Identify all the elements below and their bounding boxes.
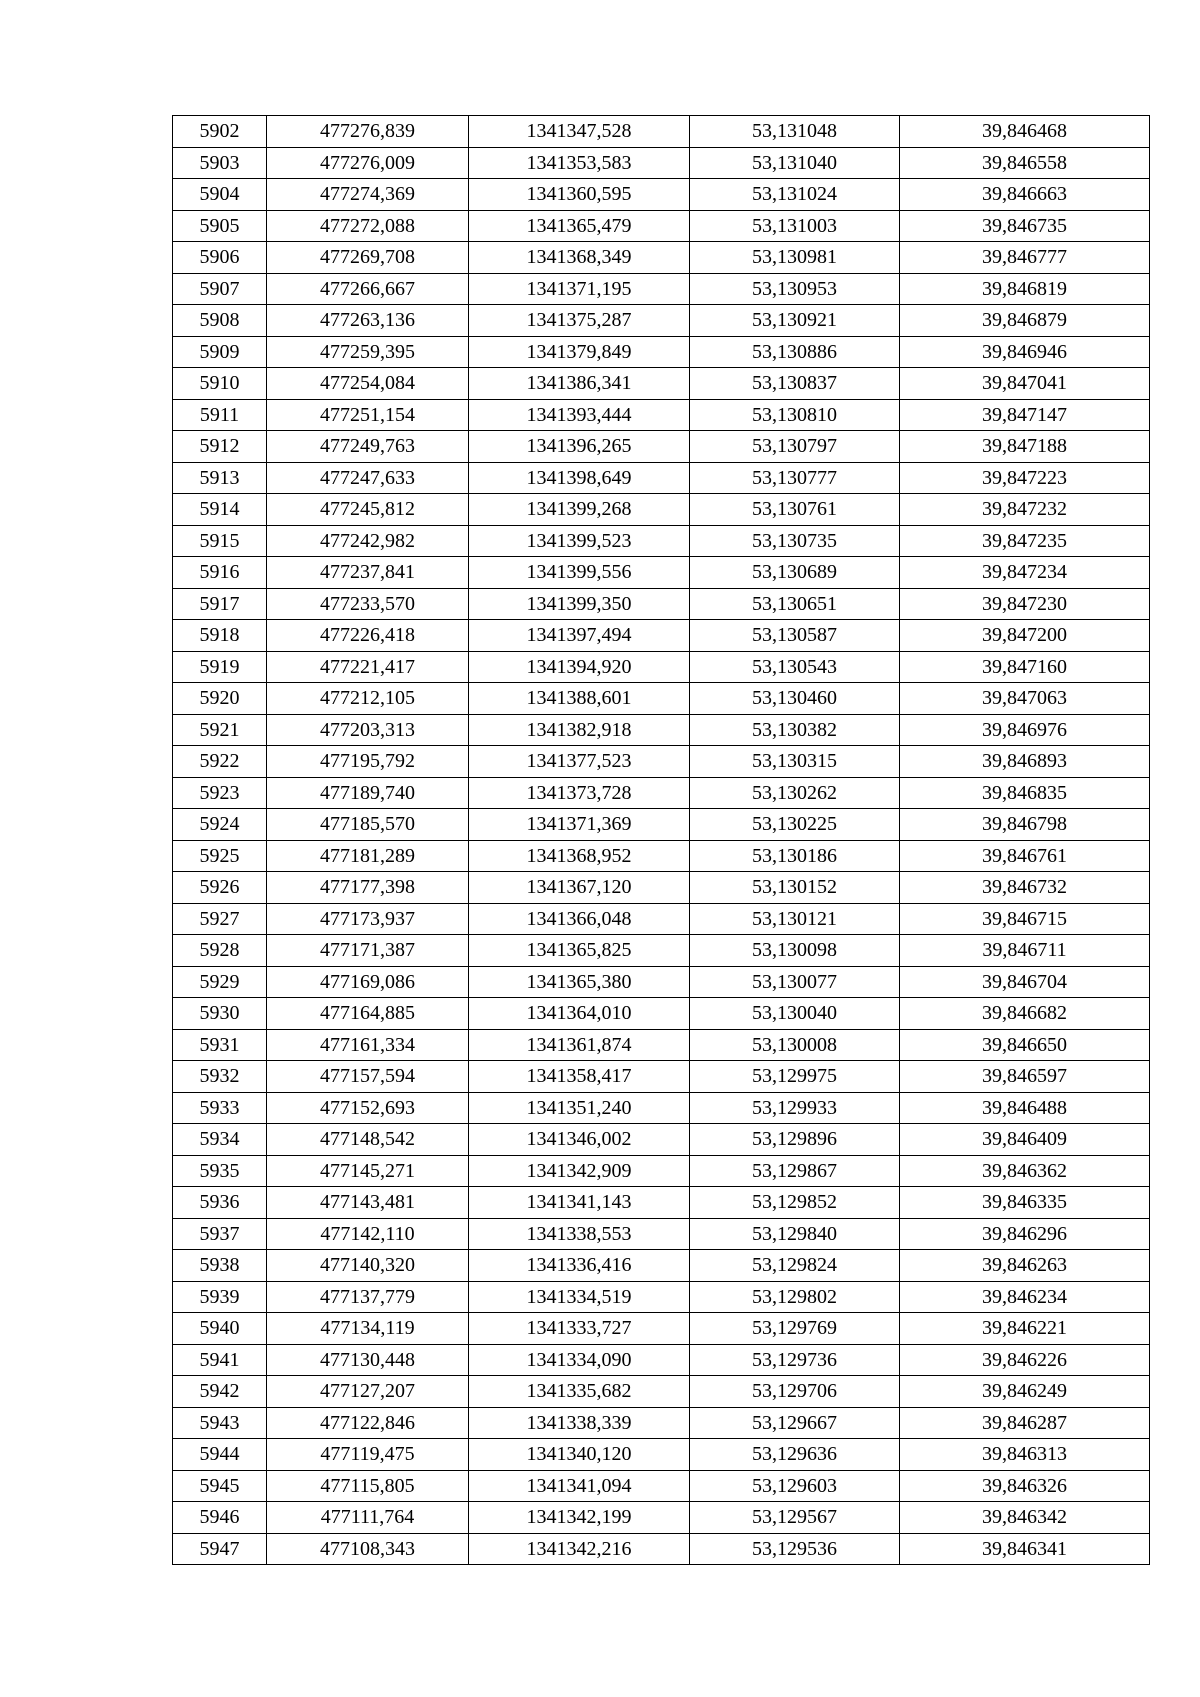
point-number-cell: 5925 (173, 840, 267, 872)
y-coordinate-cell: 1341365,380 (469, 966, 690, 998)
y-coordinate-cell: 1341365,479 (469, 210, 690, 242)
y-coordinate-cell: 1341347,528 (469, 116, 690, 148)
table-row (173, 1218, 1150, 1250)
latitude-cell: 53,130098 (690, 935, 900, 967)
latitude-cell: 53,129636 (690, 1439, 900, 1471)
longitude-cell: 39,846221 (900, 1313, 1150, 1345)
longitude-cell: 39,847200 (900, 620, 1150, 652)
point-number-cell: 5910 (173, 368, 267, 400)
point-number-cell: 5912 (173, 431, 267, 463)
x-coordinate-cell: 477185,570 (267, 809, 469, 841)
point-number-cell: 5919 (173, 651, 267, 683)
longitude-cell: 39,846263 (900, 1250, 1150, 1282)
table-row (173, 1061, 1150, 1093)
y-coordinate-cell: 1341338,553 (469, 1218, 690, 1250)
y-coordinate-cell: 1341379,849 (469, 336, 690, 368)
y-coordinate-cell: 1341334,519 (469, 1281, 690, 1313)
latitude-cell: 53,129975 (690, 1061, 900, 1093)
table-row (173, 210, 1150, 242)
point-number-cell: 5902 (173, 116, 267, 148)
point-number-cell: 5916 (173, 557, 267, 589)
point-number-cell: 5917 (173, 588, 267, 620)
y-coordinate-cell: 1341342,199 (469, 1502, 690, 1534)
x-coordinate-cell: 477161,334 (267, 1029, 469, 1061)
point-number-cell: 5939 (173, 1281, 267, 1313)
table-row (173, 557, 1150, 589)
y-coordinate-cell: 1341351,240 (469, 1092, 690, 1124)
x-coordinate-cell: 477276,009 (267, 147, 469, 179)
coordinates-table-body (173, 116, 1150, 1565)
x-coordinate-cell: 477181,289 (267, 840, 469, 872)
point-number-cell: 5947 (173, 1533, 267, 1565)
longitude-cell: 39,847234 (900, 557, 1150, 589)
longitude-cell: 39,846715 (900, 903, 1150, 935)
longitude-cell: 39,846711 (900, 935, 1150, 967)
latitude-cell: 53,129769 (690, 1313, 900, 1345)
x-coordinate-cell: 477140,320 (267, 1250, 469, 1282)
table-row (173, 431, 1150, 463)
latitude-cell: 53,130921 (690, 305, 900, 337)
point-number-cell: 5904 (173, 179, 267, 211)
point-number-cell: 5923 (173, 777, 267, 809)
x-coordinate-cell: 477145,271 (267, 1155, 469, 1187)
longitude-cell: 39,846893 (900, 746, 1150, 778)
x-coordinate-cell: 477137,779 (267, 1281, 469, 1313)
point-number-cell: 5920 (173, 683, 267, 715)
table-row (173, 368, 1150, 400)
y-coordinate-cell: 1341336,416 (469, 1250, 690, 1282)
x-coordinate-cell: 477111,764 (267, 1502, 469, 1534)
x-coordinate-cell: 477127,207 (267, 1376, 469, 1408)
y-coordinate-cell: 1341335,682 (469, 1376, 690, 1408)
point-number-cell: 5921 (173, 714, 267, 746)
table-row (173, 1313, 1150, 1345)
x-coordinate-cell: 477157,594 (267, 1061, 469, 1093)
longitude-cell: 39,846798 (900, 809, 1150, 841)
latitude-cell: 53,129824 (690, 1250, 900, 1282)
point-number-cell: 5931 (173, 1029, 267, 1061)
latitude-cell: 53,130121 (690, 903, 900, 935)
y-coordinate-cell: 1341371,195 (469, 273, 690, 305)
x-coordinate-cell: 477221,417 (267, 651, 469, 683)
point-number-cell: 5929 (173, 966, 267, 998)
point-number-cell: 5924 (173, 809, 267, 841)
point-number-cell: 5937 (173, 1218, 267, 1250)
table-row (173, 494, 1150, 526)
y-coordinate-cell: 1341393,444 (469, 399, 690, 431)
table-row (173, 872, 1150, 904)
y-coordinate-cell: 1341361,874 (469, 1029, 690, 1061)
x-coordinate-cell: 477226,418 (267, 620, 469, 652)
point-number-cell: 5946 (173, 1502, 267, 1534)
latitude-cell: 53,131024 (690, 179, 900, 211)
point-number-cell: 5908 (173, 305, 267, 337)
longitude-cell: 39,847223 (900, 462, 1150, 494)
x-coordinate-cell: 477130,448 (267, 1344, 469, 1376)
latitude-cell: 53,129567 (690, 1502, 900, 1534)
table-row (173, 998, 1150, 1030)
latitude-cell: 53,130810 (690, 399, 900, 431)
longitude-cell: 39,846468 (900, 116, 1150, 148)
table-row (173, 305, 1150, 337)
point-number-cell: 5914 (173, 494, 267, 526)
y-coordinate-cell: 1341338,339 (469, 1407, 690, 1439)
longitude-cell: 39,847235 (900, 525, 1150, 557)
table-row (173, 1281, 1150, 1313)
point-number-cell: 5909 (173, 336, 267, 368)
latitude-cell: 53,130761 (690, 494, 900, 526)
x-coordinate-cell: 477269,708 (267, 242, 469, 274)
latitude-cell: 53,130008 (690, 1029, 900, 1061)
point-number-cell: 5935 (173, 1155, 267, 1187)
y-coordinate-cell: 1341398,649 (469, 462, 690, 494)
point-number-cell: 5943 (173, 1407, 267, 1439)
latitude-cell: 53,130587 (690, 620, 900, 652)
longitude-cell: 39,846326 (900, 1470, 1150, 1502)
table-row (173, 336, 1150, 368)
y-coordinate-cell: 1341371,369 (469, 809, 690, 841)
point-number-cell: 5930 (173, 998, 267, 1030)
table-row (173, 116, 1150, 148)
y-coordinate-cell: 1341367,120 (469, 872, 690, 904)
latitude-cell: 53,130152 (690, 872, 900, 904)
y-coordinate-cell: 1341341,094 (469, 1470, 690, 1502)
latitude-cell: 53,129667 (690, 1407, 900, 1439)
y-coordinate-cell: 1341397,494 (469, 620, 690, 652)
longitude-cell: 39,846313 (900, 1439, 1150, 1471)
point-number-cell: 5938 (173, 1250, 267, 1282)
x-coordinate-cell: 477108,343 (267, 1533, 469, 1565)
x-coordinate-cell: 477254,084 (267, 368, 469, 400)
y-coordinate-cell: 1341368,952 (469, 840, 690, 872)
longitude-cell: 39,846704 (900, 966, 1150, 998)
x-coordinate-cell: 477189,740 (267, 777, 469, 809)
table-row (173, 462, 1150, 494)
table-row (173, 683, 1150, 715)
table-row (173, 966, 1150, 998)
x-coordinate-cell: 477251,154 (267, 399, 469, 431)
table-row (173, 399, 1150, 431)
x-coordinate-cell: 477143,481 (267, 1187, 469, 1219)
latitude-cell: 53,129852 (690, 1187, 900, 1219)
x-coordinate-cell: 477266,667 (267, 273, 469, 305)
point-number-cell: 5928 (173, 935, 267, 967)
table-row (173, 1344, 1150, 1376)
y-coordinate-cell: 1341399,350 (469, 588, 690, 620)
y-coordinate-cell: 1341358,417 (469, 1061, 690, 1093)
longitude-cell: 39,846777 (900, 242, 1150, 274)
point-number-cell: 5940 (173, 1313, 267, 1345)
longitude-cell: 39,846249 (900, 1376, 1150, 1408)
x-coordinate-cell: 477259,395 (267, 336, 469, 368)
longitude-cell: 39,847188 (900, 431, 1150, 463)
y-coordinate-cell: 1341346,002 (469, 1124, 690, 1156)
longitude-cell: 39,846650 (900, 1029, 1150, 1061)
longitude-cell: 39,846226 (900, 1344, 1150, 1376)
latitude-cell: 53,131040 (690, 147, 900, 179)
latitude-cell: 53,130315 (690, 746, 900, 778)
x-coordinate-cell: 477203,313 (267, 714, 469, 746)
table-row (173, 1407, 1150, 1439)
longitude-cell: 39,847147 (900, 399, 1150, 431)
y-coordinate-cell: 1341341,143 (469, 1187, 690, 1219)
x-coordinate-cell: 477245,812 (267, 494, 469, 526)
y-coordinate-cell: 1341360,595 (469, 179, 690, 211)
table-row (173, 840, 1150, 872)
y-coordinate-cell: 1341333,727 (469, 1313, 690, 1345)
point-number-cell: 5922 (173, 746, 267, 778)
latitude-cell: 53,130981 (690, 242, 900, 274)
point-number-cell: 5903 (173, 147, 267, 179)
point-number-cell: 5927 (173, 903, 267, 935)
point-number-cell: 5906 (173, 242, 267, 274)
x-coordinate-cell: 477169,086 (267, 966, 469, 998)
y-coordinate-cell: 1341396,265 (469, 431, 690, 463)
latitude-cell: 53,129840 (690, 1218, 900, 1250)
longitude-cell: 39,846558 (900, 147, 1150, 179)
table-row (173, 179, 1150, 211)
point-number-cell: 5936 (173, 1187, 267, 1219)
table-row (173, 935, 1150, 967)
point-number-cell: 5911 (173, 399, 267, 431)
y-coordinate-cell: 1341368,349 (469, 242, 690, 274)
table-row (173, 1376, 1150, 1408)
table-row (173, 746, 1150, 778)
longitude-cell: 39,846819 (900, 273, 1150, 305)
latitude-cell: 53,130689 (690, 557, 900, 589)
longitude-cell: 39,847160 (900, 651, 1150, 683)
y-coordinate-cell: 1341386,341 (469, 368, 690, 400)
table-row (173, 1092, 1150, 1124)
y-coordinate-cell: 1341375,287 (469, 305, 690, 337)
longitude-cell: 39,847232 (900, 494, 1150, 526)
longitude-cell: 39,846946 (900, 336, 1150, 368)
x-coordinate-cell: 477195,792 (267, 746, 469, 778)
latitude-cell: 53,130953 (690, 273, 900, 305)
table-row (173, 1470, 1150, 1502)
y-coordinate-cell: 1341373,728 (469, 777, 690, 809)
y-coordinate-cell: 1341342,216 (469, 1533, 690, 1565)
latitude-cell: 53,130837 (690, 368, 900, 400)
y-coordinate-cell: 1341399,268 (469, 494, 690, 526)
point-number-cell: 5926 (173, 872, 267, 904)
x-coordinate-cell: 477152,693 (267, 1092, 469, 1124)
x-coordinate-cell: 477247,633 (267, 462, 469, 494)
y-coordinate-cell: 1341334,090 (469, 1344, 690, 1376)
table-row (173, 1155, 1150, 1187)
latitude-cell: 53,129867 (690, 1155, 900, 1187)
x-coordinate-cell: 477233,570 (267, 588, 469, 620)
point-number-cell: 5913 (173, 462, 267, 494)
table-row (173, 1502, 1150, 1534)
x-coordinate-cell: 477237,841 (267, 557, 469, 589)
table-row (173, 1187, 1150, 1219)
x-coordinate-cell: 477177,398 (267, 872, 469, 904)
table-row (173, 714, 1150, 746)
x-coordinate-cell: 477171,387 (267, 935, 469, 967)
x-coordinate-cell: 477164,885 (267, 998, 469, 1030)
longitude-cell: 39,846735 (900, 210, 1150, 242)
x-coordinate-cell: 477173,937 (267, 903, 469, 935)
table-row (173, 903, 1150, 935)
point-number-cell: 5907 (173, 273, 267, 305)
y-coordinate-cell: 1341388,601 (469, 683, 690, 715)
longitude-cell: 39,846732 (900, 872, 1150, 904)
y-coordinate-cell: 1341399,556 (469, 557, 690, 589)
latitude-cell: 53,130077 (690, 966, 900, 998)
latitude-cell: 53,130886 (690, 336, 900, 368)
latitude-cell: 53,130040 (690, 998, 900, 1030)
table-row (173, 525, 1150, 557)
longitude-cell: 39,846976 (900, 714, 1150, 746)
y-coordinate-cell: 1341364,010 (469, 998, 690, 1030)
latitude-cell: 53,130225 (690, 809, 900, 841)
x-coordinate-cell: 477276,839 (267, 116, 469, 148)
longitude-cell: 39,846761 (900, 840, 1150, 872)
longitude-cell: 39,846682 (900, 998, 1150, 1030)
latitude-cell: 53,129603 (690, 1470, 900, 1502)
longitude-cell: 39,846409 (900, 1124, 1150, 1156)
x-coordinate-cell: 477119,475 (267, 1439, 469, 1471)
latitude-cell: 53,129896 (690, 1124, 900, 1156)
y-coordinate-cell: 1341399,523 (469, 525, 690, 557)
coordinates-table (172, 115, 1150, 1565)
longitude-cell: 39,846341 (900, 1533, 1150, 1565)
table-row (173, 809, 1150, 841)
longitude-cell: 39,846879 (900, 305, 1150, 337)
longitude-cell: 39,846835 (900, 777, 1150, 809)
table-row (173, 777, 1150, 809)
latitude-cell: 53,129736 (690, 1344, 900, 1376)
latitude-cell: 53,130186 (690, 840, 900, 872)
longitude-cell: 39,846234 (900, 1281, 1150, 1313)
point-number-cell: 5941 (173, 1344, 267, 1376)
table-row (173, 588, 1150, 620)
latitude-cell: 53,130797 (690, 431, 900, 463)
y-coordinate-cell: 1341377,523 (469, 746, 690, 778)
x-coordinate-cell: 477212,105 (267, 683, 469, 715)
longitude-cell: 39,846335 (900, 1187, 1150, 1219)
table-row (173, 242, 1150, 274)
latitude-cell: 53,130651 (690, 588, 900, 620)
x-coordinate-cell: 477115,805 (267, 1470, 469, 1502)
y-coordinate-cell: 1341394,920 (469, 651, 690, 683)
longitude-cell: 39,846287 (900, 1407, 1150, 1439)
y-coordinate-cell: 1341382,918 (469, 714, 690, 746)
latitude-cell: 53,129706 (690, 1376, 900, 1408)
latitude-cell: 53,130460 (690, 683, 900, 715)
x-coordinate-cell: 477142,110 (267, 1218, 469, 1250)
point-number-cell: 5918 (173, 620, 267, 652)
point-number-cell: 5933 (173, 1092, 267, 1124)
x-coordinate-cell: 477148,542 (267, 1124, 469, 1156)
x-coordinate-cell: 477134,119 (267, 1313, 469, 1345)
y-coordinate-cell: 1341342,909 (469, 1155, 690, 1187)
longitude-cell: 39,847063 (900, 683, 1150, 715)
table-row (173, 1029, 1150, 1061)
table-row (173, 1439, 1150, 1471)
latitude-cell: 53,130262 (690, 777, 900, 809)
table-row (173, 651, 1150, 683)
longitude-cell: 39,846342 (900, 1502, 1150, 1534)
longitude-cell: 39,846597 (900, 1061, 1150, 1093)
table-row (173, 1250, 1150, 1282)
longitude-cell: 39,847041 (900, 368, 1150, 400)
x-coordinate-cell: 477274,369 (267, 179, 469, 211)
latitude-cell: 53,129802 (690, 1281, 900, 1313)
latitude-cell: 53,130777 (690, 462, 900, 494)
latitude-cell: 53,130543 (690, 651, 900, 683)
table-row (173, 273, 1150, 305)
point-number-cell: 5915 (173, 525, 267, 557)
longitude-cell: 39,846663 (900, 179, 1150, 211)
x-coordinate-cell: 477272,088 (267, 210, 469, 242)
longitude-cell: 39,846488 (900, 1092, 1150, 1124)
latitude-cell: 53,131048 (690, 116, 900, 148)
point-number-cell: 5934 (173, 1124, 267, 1156)
y-coordinate-cell: 1341353,583 (469, 147, 690, 179)
longitude-cell: 39,847230 (900, 588, 1150, 620)
point-number-cell: 5945 (173, 1470, 267, 1502)
x-coordinate-cell: 477122,846 (267, 1407, 469, 1439)
table-row (173, 1124, 1150, 1156)
point-number-cell: 5942 (173, 1376, 267, 1408)
latitude-cell: 53,129536 (690, 1533, 900, 1565)
point-number-cell: 5932 (173, 1061, 267, 1093)
y-coordinate-cell: 1341365,825 (469, 935, 690, 967)
longitude-cell: 39,846296 (900, 1218, 1150, 1250)
table-row (173, 620, 1150, 652)
longitude-cell: 39,846362 (900, 1155, 1150, 1187)
point-number-cell: 5905 (173, 210, 267, 242)
x-coordinate-cell: 477242,982 (267, 525, 469, 557)
point-number-cell: 5944 (173, 1439, 267, 1471)
latitude-cell: 53,130382 (690, 714, 900, 746)
x-coordinate-cell: 477263,136 (267, 305, 469, 337)
x-coordinate-cell: 477249,763 (267, 431, 469, 463)
latitude-cell: 53,129933 (690, 1092, 900, 1124)
y-coordinate-cell: 1341366,048 (469, 903, 690, 935)
latitude-cell: 53,131003 (690, 210, 900, 242)
table-row (173, 1533, 1150, 1565)
y-coordinate-cell: 1341340,120 (469, 1439, 690, 1471)
table-row (173, 147, 1150, 179)
latitude-cell: 53,130735 (690, 525, 900, 557)
